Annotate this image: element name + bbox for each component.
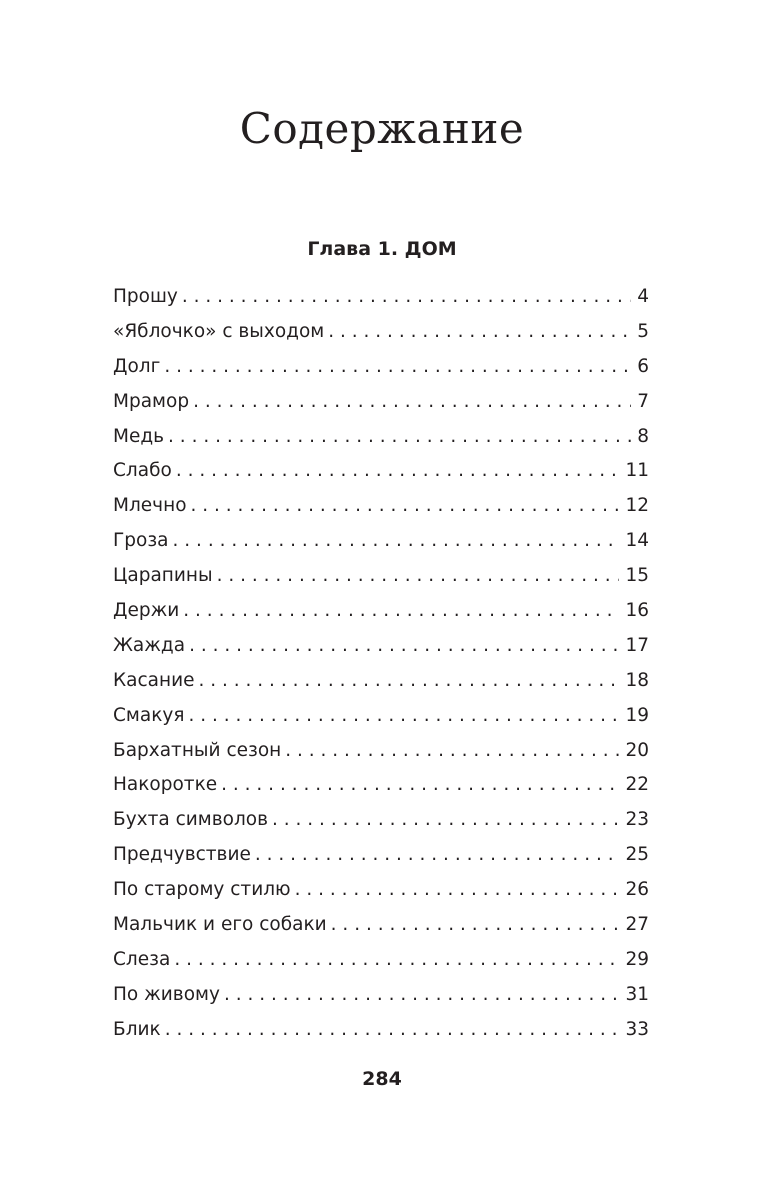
toc-entry-page-number: 4 [637, 286, 649, 307]
toc-dot-leader [221, 768, 619, 803]
toc-dot-leader [183, 594, 619, 629]
toc-entry-page-number: 29 [625, 948, 649, 970]
toc-entry-page-number: 7 [637, 390, 649, 412]
toc-dot-leader [176, 454, 620, 489]
toc-dot-leader [182, 280, 631, 315]
toc-entry-page-number: 17 [625, 634, 649, 656]
toc-entry-page-number: 33 [625, 1018, 649, 1040]
toc-entry [113, 629, 649, 664]
toc-entry-title: Медь [113, 425, 165, 447]
toc-entry-title: Мрамор [113, 390, 190, 412]
toc-dot-leader [328, 315, 631, 350]
toc-entry-title: По старому стилю [113, 879, 291, 901]
toc-entry-title: Слабо [113, 460, 172, 482]
toc-entry-title: Предчувствие [113, 844, 251, 866]
toc-entry [113, 768, 649, 803]
toc-entry [113, 734, 649, 769]
toc-dot-leader [295, 873, 620, 908]
toc-entry-page-number: 12 [625, 495, 649, 517]
toc-entry [113, 280, 649, 315]
page-title: Содержание [239, 104, 525, 153]
toc-dot-leader [173, 524, 620, 559]
toc-entry-page-number: 11 [625, 460, 649, 482]
toc-entry-page-number: 8 [637, 425, 649, 447]
toc-dot-leader [191, 489, 620, 524]
toc-entry-page-number: 14 [625, 530, 649, 552]
toc-entry-title: Жажда [113, 634, 186, 656]
toc-dot-leader [217, 559, 620, 594]
toc-entry-page-number: 22 [625, 774, 649, 796]
toc-dot-leader [188, 699, 619, 734]
toc-entry-title: Млечно [113, 495, 187, 517]
toc-entry [113, 699, 649, 734]
toc-entry-title: Касание [113, 669, 195, 691]
toc-dot-leader [193, 385, 631, 420]
toc-entry [113, 594, 649, 629]
toc-entry [113, 420, 649, 455]
toc-entry-title: Долг [113, 355, 161, 377]
toc-entry-title: Бухта символов [113, 809, 269, 831]
toc-entry [113, 350, 649, 385]
toc-entry [113, 664, 649, 699]
toc-entry [113, 524, 649, 559]
toc-entry-page-number: 25 [625, 844, 649, 866]
toc-entry-title: Накоротке [113, 774, 218, 796]
page-number: 284 [362, 1068, 402, 1090]
chapter-heading: Глава 1. ДОМ [307, 238, 457, 260]
toc-entry-title: Гроза [113, 530, 169, 552]
toc-dot-leader [174, 943, 619, 978]
toc-dot-leader [272, 803, 619, 838]
toc-entry [113, 559, 649, 594]
toc-entry-title: Царапины [113, 565, 213, 587]
toc-entry [113, 803, 649, 838]
toc-entry-title: По живому [113, 983, 220, 1005]
toc-dot-leader [165, 1013, 620, 1048]
toc-entry-page-number: 26 [625, 879, 649, 901]
toc-entry-title: Держи [113, 600, 180, 622]
toc-entry [113, 908, 649, 943]
toc-dot-leader [189, 629, 619, 664]
toc-entry [113, 943, 649, 978]
table-of-contents [113, 280, 649, 1048]
toc-entry-title: Смакуя [113, 704, 185, 726]
toc-entry-page-number: 15 [625, 565, 649, 587]
toc-entry-page-number: 31 [625, 983, 649, 1005]
toc-entry-page-number: 6 [637, 355, 649, 377]
toc-entry [113, 385, 649, 420]
toc-entry-page-number: 23 [625, 809, 649, 831]
toc-entry [113, 1013, 649, 1048]
toc-entry-title: «Яблочко» с выходом [113, 320, 325, 342]
toc-entry [113, 489, 649, 524]
toc-entry-title: Блик [113, 1018, 161, 1040]
toc-entry [113, 873, 649, 908]
toc-dot-leader [168, 420, 631, 455]
toc-entry-page-number: 16 [625, 600, 649, 622]
toc-entry-page-number: 27 [625, 914, 649, 936]
toc-dot-leader [255, 838, 620, 873]
toc-entry [113, 315, 649, 350]
toc-dot-leader [331, 908, 620, 943]
toc-entry [113, 454, 649, 489]
toc-entry-title: Бархатный сезон [113, 739, 282, 761]
toc-entry [113, 978, 649, 1013]
toc-entry-title: Прошу [113, 286, 178, 307]
toc-dot-leader [164, 350, 631, 385]
toc-entry-title: Слеза [113, 948, 171, 970]
toc-dot-leader [224, 978, 620, 1013]
toc-dot-leader [198, 664, 619, 699]
toc-entry-title: Мальчик и его собаки [113, 914, 327, 936]
toc-dot-leader [285, 734, 619, 769]
toc-entry-page-number: 5 [637, 320, 649, 342]
toc-entry-page-number: 19 [625, 704, 649, 726]
toc-entry [113, 838, 649, 873]
toc-entry-page-number: 20 [625, 739, 649, 761]
toc-entry-page-number: 18 [625, 669, 649, 691]
